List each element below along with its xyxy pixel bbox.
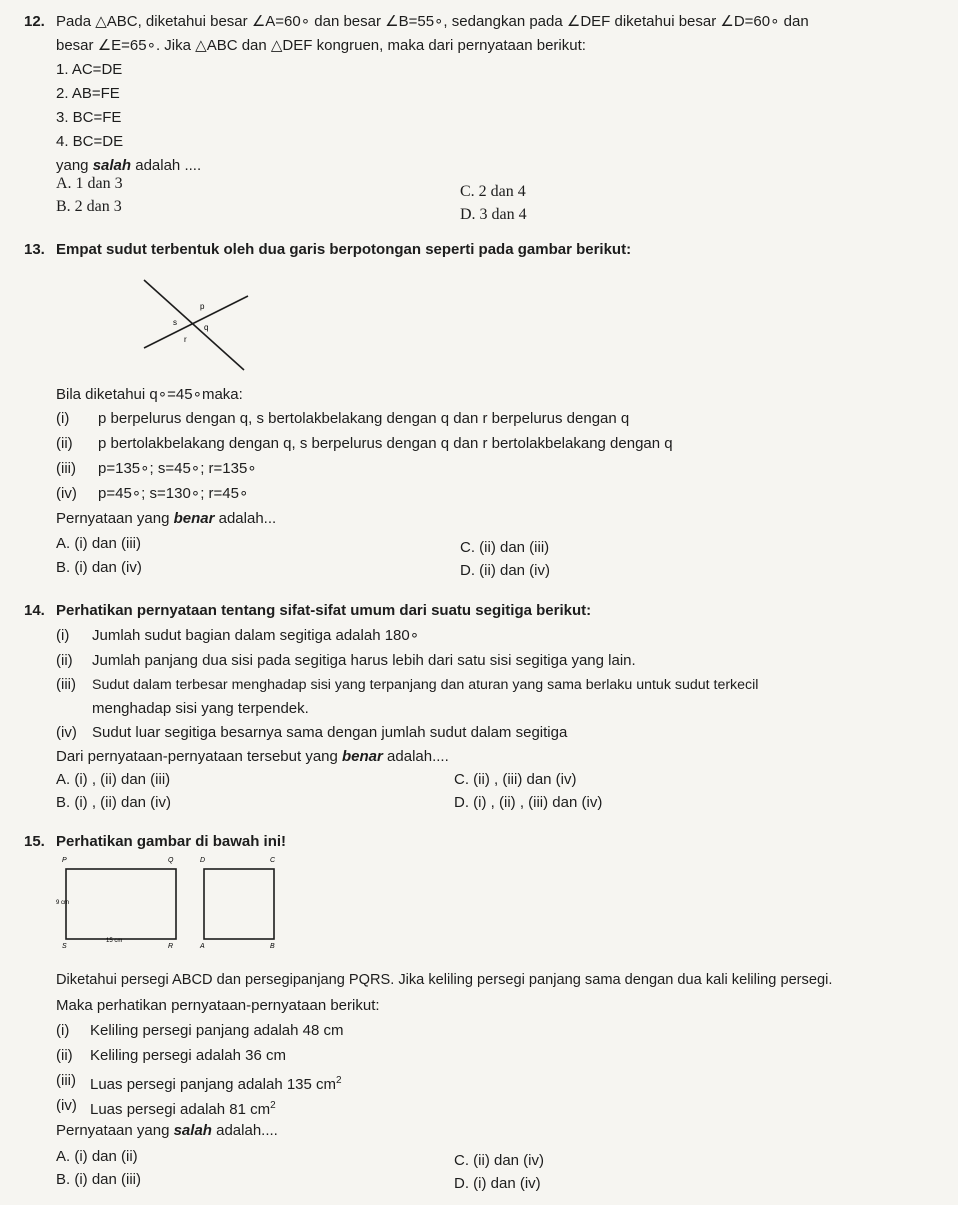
q15-stem: Perhatikan gambar di bawah ini! bbox=[56, 833, 287, 850]
q13-question-post: adalah... bbox=[214, 510, 277, 527]
q12-stem-line2: besar ∠E=65∘. Jika △ABC dan △DEF kongruen, maka dari pernyataan berikut: bbox=[56, 37, 586, 54]
q12-question-em: salah bbox=[92, 157, 132, 174]
q14-question-em: benar bbox=[342, 748, 383, 765]
angle-label-r: r bbox=[184, 335, 187, 344]
vertex-label-r: R bbox=[168, 943, 174, 950]
q15-option-b[interactable]: B. (i) dan (iii) bbox=[56, 1171, 142, 1188]
q14-question bbox=[56, 747, 449, 767]
q14-num-ii: (ii) bbox=[56, 652, 73, 669]
q15-statement-iv-text: Luas persegi adalah 81 cm bbox=[90, 1101, 271, 1118]
q15-statement-i: Keliling persegi panjang adalah 48 cm bbox=[90, 1022, 344, 1039]
q15-option-a[interactable]: A. (i) dan (ii) bbox=[56, 1148, 138, 1165]
vertex-label-c: C bbox=[270, 857, 276, 864]
q13-option-c[interactable]: C. (ii) dan (iii) bbox=[460, 539, 550, 556]
q13-given: Bila diketahui q∘=45∘maka: bbox=[56, 386, 243, 403]
rectangle-square-figure bbox=[54, 852, 294, 952]
angle-label-q: q bbox=[204, 323, 209, 332]
q13-option-d[interactable]: D. (ii) dan (iv) bbox=[460, 562, 551, 579]
q15-option-d[interactable]: D. (i) dan (iv) bbox=[454, 1175, 541, 1192]
q15-question bbox=[56, 1121, 278, 1141]
q13-num-ii: (ii) bbox=[56, 435, 73, 452]
q15-question-post: adalah.... bbox=[211, 1122, 278, 1139]
q12-question-pre: yang bbox=[56, 157, 93, 174]
line-two bbox=[144, 296, 248, 348]
square-abcd bbox=[204, 869, 274, 939]
q12-option-c[interactable]: C. 2 dan 4 bbox=[460, 183, 526, 200]
q13-question-pre: Pernyataan yang bbox=[56, 510, 174, 527]
q14-num-i: (i) bbox=[56, 627, 70, 644]
q12-question bbox=[56, 156, 201, 176]
q15-num-i: (i) bbox=[56, 1022, 70, 1039]
q13-option-a[interactable]: A. (i) dan (iii) bbox=[56, 535, 142, 552]
angle-label-p: p bbox=[200, 302, 205, 311]
q14-option-b[interactable]: B. (i) , (ii) dan (iv) bbox=[56, 794, 172, 811]
q15-statement-iv bbox=[90, 1096, 276, 1120]
q12-question-post: adalah .... bbox=[131, 157, 202, 174]
angle-label-s: s bbox=[173, 318, 177, 327]
q14-option-d[interactable]: D. (i) , (ii) , (iii) dan (iv) bbox=[454, 794, 603, 811]
q15-statement-ii: Keliling persegi adalah 36 cm bbox=[90, 1047, 286, 1064]
q14-statement-iii: Sudut dalam terbesar menghadap sisi yang terpanjang dan aturan yang sama berlaku untuk sudut terkecil bbox=[92, 677, 759, 693]
q14-num-iii: (iii) bbox=[56, 676, 76, 693]
q15-num-iv: (iv) bbox=[56, 1097, 77, 1114]
q14-num-iv: (iv) bbox=[56, 724, 77, 741]
vertex-label-q: Q bbox=[168, 857, 174, 864]
vertex-label-s: S bbox=[62, 943, 67, 950]
q13-num-i: (i) bbox=[56, 410, 70, 427]
intersecting-lines-figure bbox=[140, 278, 250, 374]
q13-question bbox=[56, 509, 276, 529]
q12-statement-2: 2. AB=FE bbox=[56, 85, 120, 102]
q12-statement-3: 3. BC=FE bbox=[56, 109, 122, 126]
q15-num-ii: (ii) bbox=[56, 1047, 73, 1064]
q15-desc-line1: Diketahui persegi ABCD dan persegipanjang PQRS. Jika keliling persegi panjang sama dengan dua kali keliling persegi. bbox=[56, 972, 833, 988]
q14-statement-iii-cont: menghadap sisi yang terpendek. bbox=[92, 700, 309, 717]
line-one bbox=[144, 280, 244, 370]
q13-option-b[interactable]: B. (i) dan (iv) bbox=[56, 559, 142, 576]
q12-stem-line1: Pada △ABC, diketahui besar ∠A=60∘ dan besar ∠B=55∘, sedangkan pada ∠DEF diketahui besar ∠D=60∘ dan bbox=[56, 13, 809, 30]
q12-number: 12. bbox=[24, 13, 45, 30]
q13-statement-i: p berpelurus dengan q, s bertolakbelakang dengan q dan r berpelurus dengan q bbox=[98, 410, 630, 427]
q15-statement-iii bbox=[90, 1071, 342, 1095]
q15-statement-iv-sup: 2 bbox=[270, 1100, 276, 1111]
q13-statement-iii: p=135∘; s=45∘; r=135∘ bbox=[98, 460, 257, 477]
q13-statement-iv: p=45∘; s=130∘; r=45∘ bbox=[98, 485, 249, 502]
q12-statement-1: 1. AC=DE bbox=[56, 61, 123, 78]
q12-option-d[interactable]: D. 3 dan 4 bbox=[460, 206, 527, 223]
q14-option-a[interactable]: A. (i) , (ii) dan (iii) bbox=[56, 771, 171, 788]
q13-num-iv: (iv) bbox=[56, 485, 77, 502]
q13-number: 13. bbox=[24, 241, 45, 258]
q15-number: 15. bbox=[24, 833, 45, 850]
q13-num-iii: (iii) bbox=[56, 460, 76, 477]
side-label-15cm: 15 cm bbox=[106, 938, 123, 944]
q14-question-pre: Dari pernyataan-pernyataan tersebut yang bbox=[56, 748, 343, 765]
q15-question-em: salah bbox=[173, 1122, 212, 1139]
q13-stem: Empat sudut terbentuk oleh dua garis berpotongan seperti pada gambar berikut: bbox=[56, 241, 632, 258]
vertex-label-b: B bbox=[270, 943, 275, 950]
q13-question-em: benar bbox=[173, 510, 215, 527]
q13-statement-ii: p bertolakbelakang dengan q, s berpelurus dengan q dan r bertolakbelakang dengan q bbox=[98, 435, 673, 452]
vertex-label-d: D bbox=[200, 857, 206, 864]
q14-statement-iv: Sudut luar segitiga besarnya sama dengan jumlah sudut dalam segitiga bbox=[92, 724, 568, 741]
rectangle-pqrs bbox=[66, 869, 176, 939]
side-label-9cm: 9 cm bbox=[56, 900, 70, 906]
q14-option-c[interactable]: C. (ii) , (iii) dan (iv) bbox=[454, 771, 577, 788]
q14-statement-i: Jumlah sudut bagian dalam segitiga adalah 180∘ bbox=[92, 627, 420, 644]
q14-statement-ii: Jumlah panjang dua sisi pada segitiga harus lebih dari satu sisi segitiga yang lain. bbox=[92, 652, 636, 669]
q15-question-pre: Pernyataan yang bbox=[56, 1122, 174, 1139]
q12-option-a[interactable]: A. 1 dan 3 bbox=[56, 175, 123, 192]
q14-stem: Perhatikan pernyataan tentang sifat-sifat umum dari suatu segitiga berikut: bbox=[56, 602, 592, 619]
q15-num-iii: (iii) bbox=[56, 1072, 76, 1089]
q14-number: 14. bbox=[24, 602, 45, 619]
vertex-label-a: A bbox=[200, 943, 205, 950]
q14-question-post: adalah.... bbox=[382, 748, 449, 765]
q15-option-c[interactable]: C. (ii) dan (iv) bbox=[454, 1152, 545, 1169]
q15-statement-iii-sup: 2 bbox=[336, 1075, 342, 1086]
q15-statement-iii-text: Luas persegi panjang adalah 135 cm bbox=[90, 1076, 337, 1093]
q12-statement-4: 4. BC=DE bbox=[56, 133, 124, 150]
q12-option-b[interactable]: B. 2 dan 3 bbox=[56, 198, 122, 215]
q15-desc-line2: Maka perhatikan pernyataan-pernyataan berikut: bbox=[56, 997, 380, 1014]
vertex-label-p: P bbox=[62, 857, 67, 864]
